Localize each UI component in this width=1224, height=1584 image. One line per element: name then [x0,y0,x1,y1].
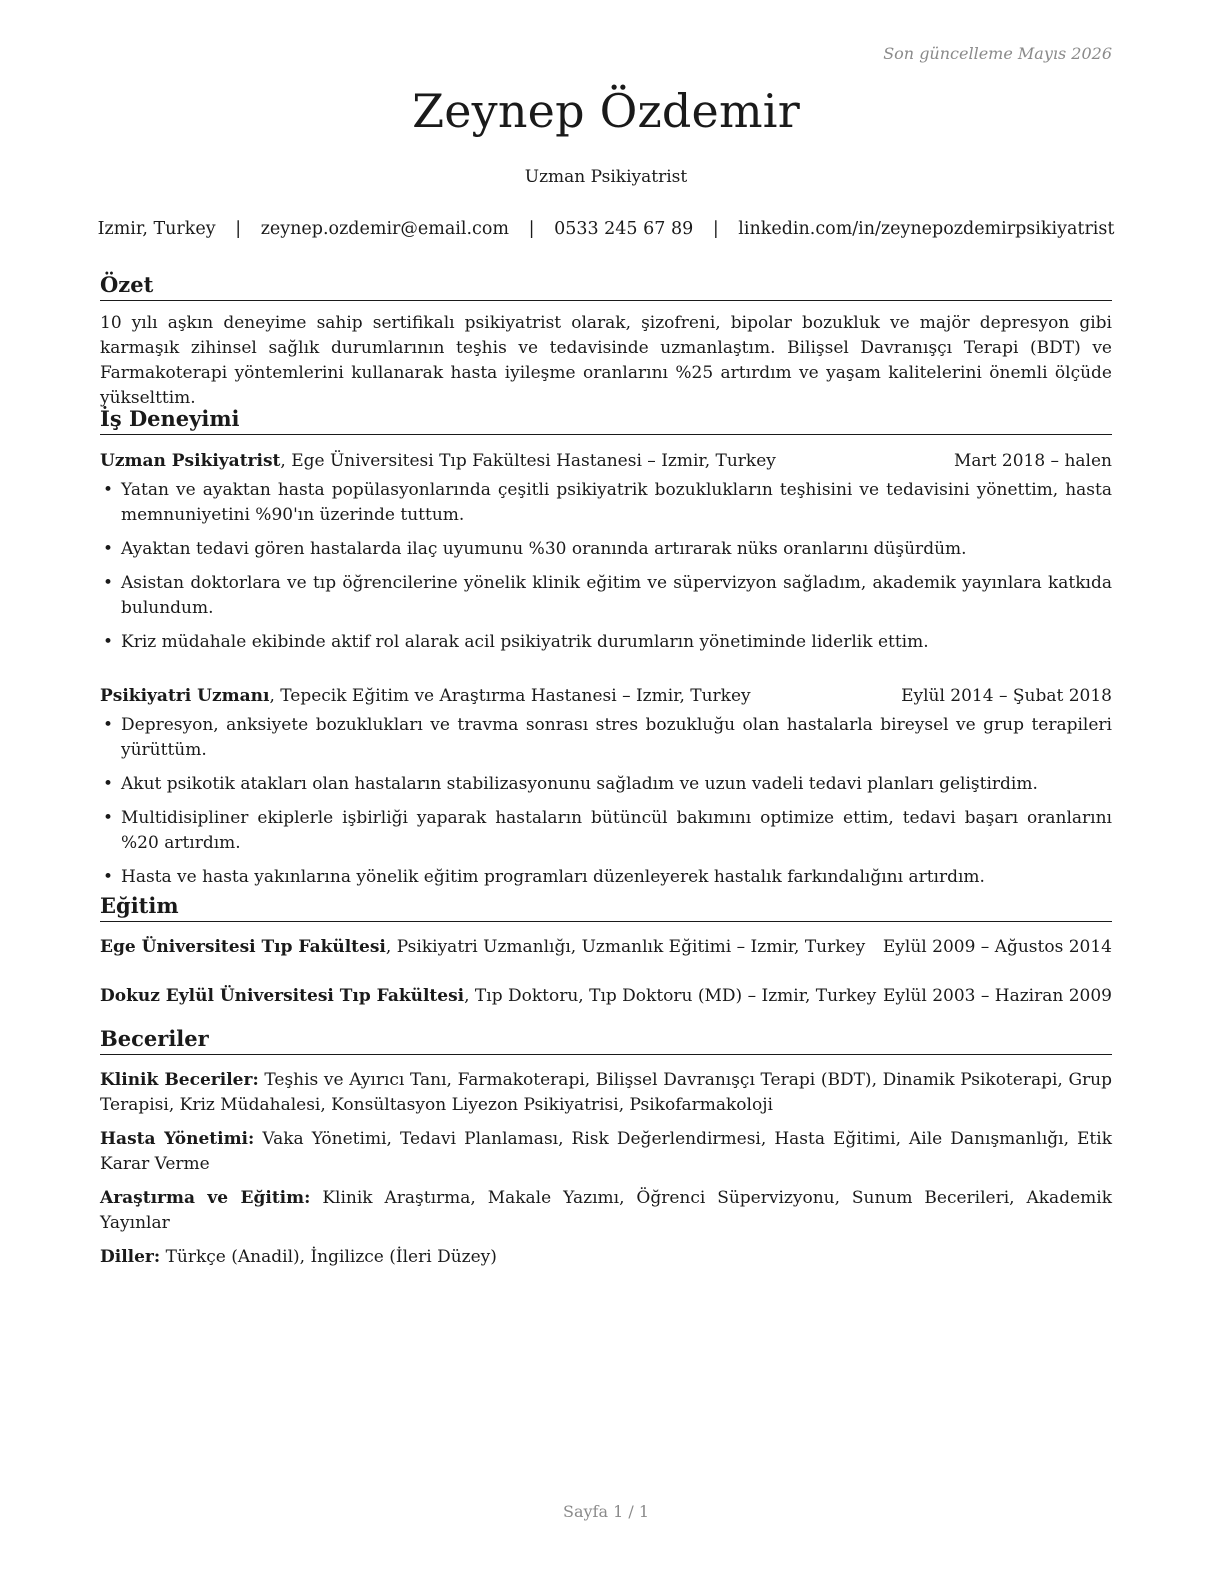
last-updated-note: Son güncelleme Mayıs 2026 [883,44,1112,63]
contact-linkedin[interactable]: linkedin.com/in/zeynepozdemirpsikiyatrist [738,219,1115,239]
education-entry [100,984,1112,1009]
list-item [100,478,1112,528]
education-detail: , Psikiyatri Uzmanlığı, Uzmanlık Eğitimi – Izmir, Turkey [385,937,866,957]
list-item [100,806,1112,856]
bullet-text: Ayaktan tedavi gören hastalarda ilaç uyumunu %30 oranında artırarak nüks oranlarını düşürdüm. [121,539,967,559]
contact-separator: | [528,219,535,239]
candidate-name: Zeynep Özdemir [412,84,800,138]
skill-text: Vaka Yönetimi, Tedavi Planlaması, Risk Değerlendirmesi, Hasta Eğitimi, Aile Danışmanlığı, Etik Karar Verme [100,1129,1113,1174]
list-item [100,865,1112,890]
education-title-line [100,984,876,1009]
job-organization: , Tepecik Eğitim ve Araştırma Hastanesi – Izmir, Turkey [269,686,751,706]
job-entry [100,684,1112,890]
experience-section [100,406,1112,899]
skill-row [100,1186,1112,1236]
job-bullets [100,478,1112,655]
bullet-text: Depresyon, anksiyete bozuklukları ve travma sonrası stres bozukluğu olan hastalarla bireysel ve grup terapileri yürüttüm. [121,715,1112,760]
experience-heading: İş Deneyimi [100,406,1112,435]
contact-separator: | [235,219,242,239]
skill-label: Hasta Yönetimi: [100,1129,255,1149]
skill-text: Türkçe (Anadil), İngilizce (İleri Düzey) [160,1247,497,1267]
skill-row [100,1068,1112,1118]
summary-heading: Özet [100,272,1112,301]
job-dates: Eylül 2014 – Şubat 2018 [901,686,1112,706]
candidate-title: Uzman Psikiyatrist [524,167,688,187]
education-dates: Eylül 2003 – Haziran 2009 [882,986,1112,1006]
contact-email[interactable]: zeynep.ozdemir@email.com [260,219,509,239]
education-dates: Eylül 2009 – Ağustos 2014 [882,937,1112,957]
skills-heading: Beceriler [100,1026,1112,1055]
contact-phone[interactable]: 0533 245 67 89 [554,219,694,239]
education-school: Ege Üniversitesi Tıp Fakültesi [100,937,386,957]
resume-page [97,0,1115,1584]
list-item [100,630,1112,655]
skill-text: Klinik Araştırma, Makale Yazımı, Öğrenci Süpervizyonu, Sunum Becerileri, Akademik Yayınlar [100,1188,1112,1233]
skill-label: Klinik Beceriler: [100,1070,259,1090]
summary-text: 10 yılı aşkın deneyime sahip sertifikalı psikiyatrist olarak, şizofreni, bipolar bozukluk ve majör depresyon gibi karmaşık zihinsel sağlık durumlarının teşhis ve tedavisinde uzmanlaştım. Bilişsel Davranışçı Terapi (BDT) ve Farmakoterapi yöntemlerini kullanarak hasta iyileşme oranlarını %25 artırdım ve yaşam kalitelerini önemli ölçüde yükselttim. [100,313,1112,408]
bullet-text: Asistan doktorlara ve tıp öğrencilerine yönelik klinik eğitim ve süpervizyon sağladım, akademik yayınlara katkıda bulundum. [121,573,1112,618]
education-heading: Eğitim [100,893,1112,922]
bullet-text: Yatan ve ayaktan hasta popülasyonlarında çeşitli psikiyatrik bozuklukların teşhisini ve tedavisini yönettim, hasta memnuniyetini %90'ın üzerinde tuttum. [121,480,1112,525]
education-school: Dokuz Eylül Üniversitesi Tıp Fakültesi [100,986,465,1006]
job-bullets [100,713,1112,890]
job-role: Uzman Psikiyatrist [100,451,281,471]
job-role: Psikiyatri Uzmanı [100,686,270,706]
bullet-icon: • [103,774,114,794]
summary-section [100,272,1112,411]
bullet-icon: • [103,808,114,828]
list-item [100,713,1112,763]
education-detail: , Tıp Doktoru, Tıp Doktoru (MD) – Izmir, Turkey [464,986,877,1006]
bullet-text: Multidisipliner ekiplerle işbirliği yaparak hastaların bütüncül bakımını optimize ettim, tedavi başarı oranlarını %20 artırdım. [121,808,1112,853]
bullet-icon: • [103,573,114,593]
education-title-line [100,935,865,960]
list-item [100,772,1112,797]
skill-label: Araştırma ve Eğitim: [100,1188,311,1208]
bullet-text: Akut psikotik atakları olan hastaların stabilizasyonunu sağladım ve uzun vadeli tedavi planları geliştirdim. [121,774,1038,794]
bullet-text: Kriz müdahale ekibinde aktif rol alarak acil psikiyatrik durumların yönetiminde liderlik ettim. [121,632,929,652]
skill-label: Diller: [100,1247,161,1267]
job-title-line [100,684,751,709]
job-title-line [100,449,776,474]
skill-row [100,1245,1112,1270]
job-organization: , Ege Üniversitesi Tıp Fakültesi Hastanesi – Izmir, Turkey [280,451,776,471]
job-dates: Mart 2018 – halen [953,451,1112,471]
bullet-icon: • [103,632,114,652]
education-entry [100,935,1112,960]
skills-section [100,1026,1112,1279]
education-section [100,893,1112,1009]
contact-separator: | [712,219,719,239]
contact-line [86,219,1126,239]
job-header [100,684,1112,709]
skills-list [100,1068,1112,1270]
list-item [100,537,1112,562]
bullet-icon: • [103,867,114,887]
skill-row [100,1127,1112,1177]
bullet-icon: • [103,715,114,735]
bullet-text: Hasta ve hasta yakınlarına yönelik eğitim programları düzenleyerek hastalık farkındalığını artırdım. [121,867,985,887]
job-entry [100,449,1112,655]
job-header [100,449,1112,474]
bullet-icon: • [103,539,114,559]
bullet-icon: • [103,480,114,500]
list-item [100,571,1112,621]
page-number: Sayfa 1 / 1 [562,1502,649,1521]
skill-text: Teşhis ve Ayırıcı Tanı, Farmakoterapi, Bilişsel Davranışçı Terapi (BDT), Dinamik Psikoterapi, Grup Terapisi, Kriz Müdahalesi, Konsültasyon Liyezon Psikiyatrisi, Psikofarmakoloji [100,1070,1112,1115]
contact-location: Izmir, Turkey [97,219,216,239]
